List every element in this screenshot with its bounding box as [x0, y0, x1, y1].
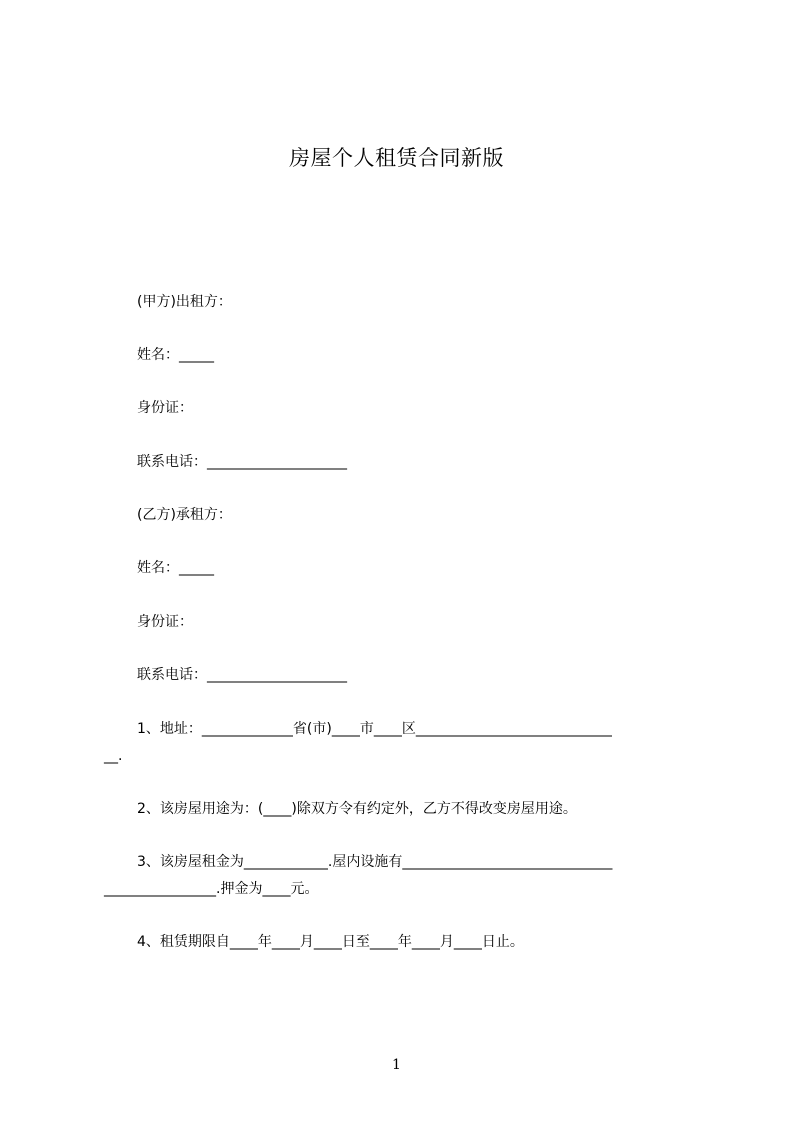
page-number: 1	[392, 1057, 401, 1073]
lessee-heading: (乙方)承租方：	[137, 507, 232, 523]
clause-1-address: 1、地址：_____________省(市)____市____区____________________________	[137, 721, 612, 737]
clause-4-term: 4、租赁期限自____年____月____日至____年____月____日止。	[137, 934, 524, 950]
clause-2-usage: 2、该房屋用途为：(____)除双方令有约定外，乙方不得改变房屋用途。	[137, 801, 577, 817]
document-title: 房屋个人租赁合同新版	[289, 146, 504, 170]
lessor-name-field: 姓名：_____	[137, 347, 214, 363]
lessee-id-field: 身份证：	[137, 614, 193, 630]
lessor-heading: (甲方)出租方：	[137, 294, 232, 310]
clause-3-continuation: ________________.押金为____元。	[104, 881, 319, 897]
lessee-name-field: 姓名：_____	[137, 560, 214, 576]
clause-3-rent: 3、该房屋租金为____________.屋内设施有______________________________	[137, 854, 613, 870]
clause-1-continuation: __.	[104, 748, 123, 764]
lessor-phone-field: 联系电话：____________________	[137, 454, 347, 470]
lessee-phone-field: 联系电话：____________________	[137, 667, 347, 683]
lessor-id-field: 身份证：	[137, 400, 193, 416]
